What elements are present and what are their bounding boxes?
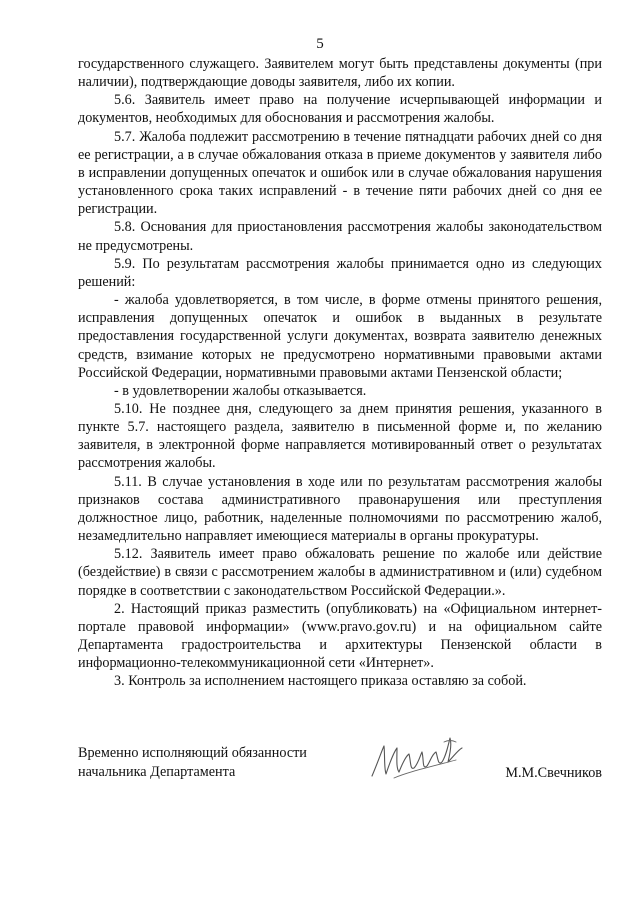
paragraph: 5.12. Заявитель имеет право обжаловать решение по жалобе или действие (бездействие) в связи с рассмотрением жалобы в административном и (или) судебном порядке в соответствии с законодательством Российской Федерации.». (78, 546, 602, 599)
position-line: Временно исполняющий обязанности (78, 745, 307, 761)
document-body (78, 55, 602, 690)
paragraph: 5.8. Основания для приостановления рассмотрения жалобы законодательством не предусмотрены. (78, 219, 602, 254)
paragraph: государственного служащего. Заявителем могут быть представлены документы (при наличии), подтверждающие доводы заявителя, либо их копии. (78, 56, 602, 91)
paragraph: 5.7. Жалоба подлежит рассмотрению в течение пятнадцати рабочих дней со дня ее регистрации, а в случае обжалования отказа в приеме документов у заявителя либо в исправлении допущенных опечаток и ошибок или в случае обжалования нарушения установленного срока таких исправлений - в течение пяти рабочих дней со дня ее регистрации. (78, 128, 602, 218)
paragraph: - жалоба удовлетворяется, в том числе, в форме отмены принятого решения, исправления допущенных опечаток и ошибок в выданных в результате предоставления государственной услуги документах, возврата заявителю денежных средств, взимание которых не предусмотрено нормативными правовыми актами Российской Федерации, нормативными правовыми актами Пензенской области; (78, 292, 602, 381)
signature-block (78, 744, 602, 794)
position-line: начальника Департамента (78, 763, 236, 780)
signatory-name: М.М.Свечников (505, 765, 602, 781)
paragraph: 5.11. В случае установления в ходе или по результатам рассмотрения жалобы признаков состава административного правонарушения или преступления должностное лицо, работник, наделенные полномочиями по рассмотрению жалоб, незамедлительно направляет имеющиеся материалы в органы прокуратуры. (78, 473, 602, 545)
signatory-position (78, 744, 307, 781)
paragraph: - в удовлетворении жалобы отказывается. (114, 382, 367, 399)
paragraph: 5.10. Не позднее дня, следующего за днем принятия решения, указанного в пункте 5.7. настоящего раздела, заявителю в письменной форме и, по желанию заявителя, в электронной форме направляется мотивированный ответ о результатах рассмотрения жалобы. (78, 400, 602, 472)
paragraph: 5.6. Заявитель имеет право на получение исчерпывающей информации и документов, необходимых для обоснования и рассмотрения жалобы. (78, 92, 602, 127)
paragraph: 2. Настоящий приказ разместить (опубликовать) на «Официальном интернет-портале правовой информации» (www.pravo.gov.ru) и на официальном сайте Департамента градостроительства и архитектуры Пензенской области в информационно-телекоммуникационной сети «Интернет». (78, 600, 602, 672)
paragraph: 5.9. По результатам рассмотрения жалобы принимается одно из следующих решений: (78, 255, 602, 290)
paragraph: 3. Контроль за исполнением настоящего приказа оставляю за собой. (114, 673, 527, 690)
page-number: 5 (316, 36, 324, 52)
handwritten-signature (364, 732, 474, 788)
